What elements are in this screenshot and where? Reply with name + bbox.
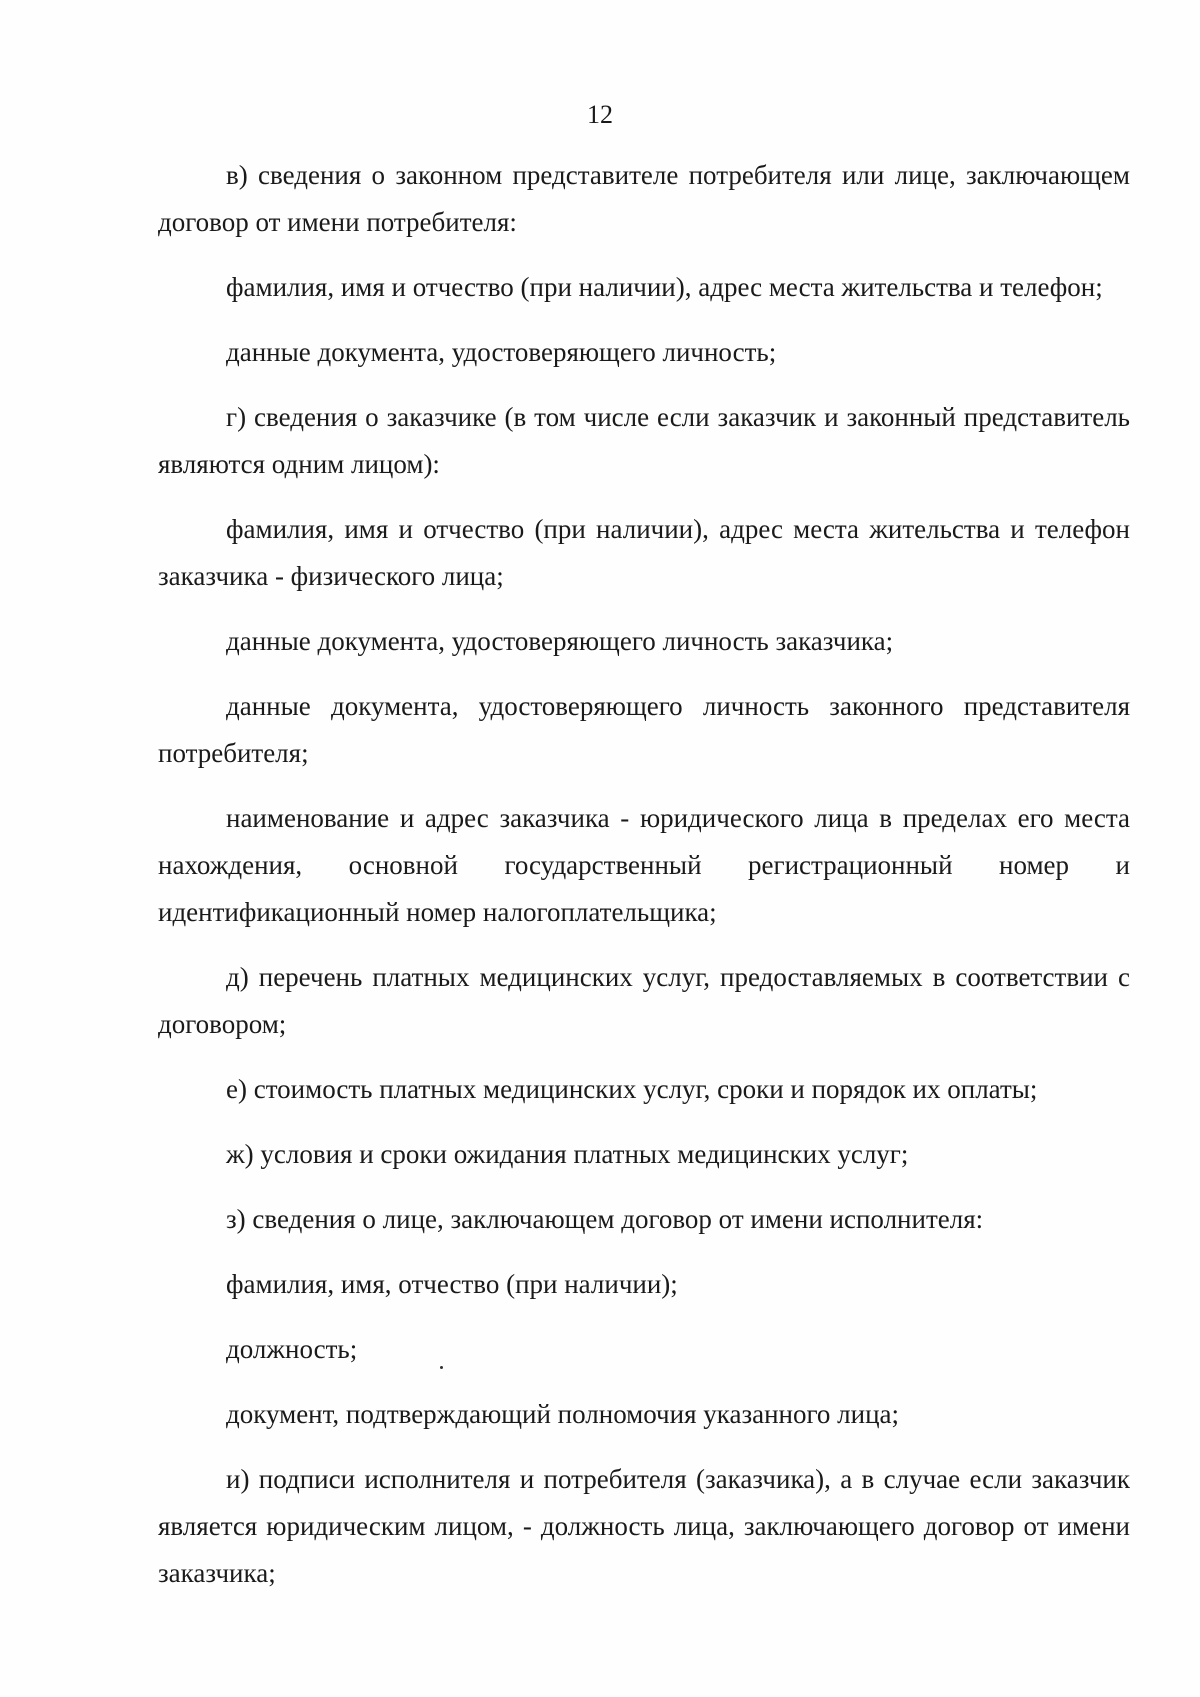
scan-speck (440, 1366, 443, 1369)
paragraph-customer-name-address: фамилия, имя и отчество (при наличии), адрес места жительства и телефон заказчика - физического лица; (158, 514, 1130, 591)
paragraph-v-legal-representative: в) сведения о законном представителе потребителя или лице, заключающем договор от имени потребителя: (158, 160, 1130, 237)
paragraph-legal-entity-customer: наименование и адрес заказчика - юридического лица в пределах его места нахождения, основной государственный регистрационный номер и идентификационный номер налогоплательщика; (158, 803, 1130, 927)
paragraph-i-signatures: и) подписи исполнителя и потребителя (заказчика), а в случае если заказчик является юридическим лицом, - должность лица, заключающего договор от имени заказчика; (158, 1464, 1130, 1588)
paragraph-z-executor-signatory: з) сведения о лице, заключающем договор от имени исполнителя: (226, 1204, 984, 1234)
paragraph-zh-waiting-terms: ж) условия и сроки ожидания платных медицинских услуг; (226, 1139, 909, 1169)
document-body (158, 152, 1130, 1615)
paragraph-representative-id-document: данные документа, удостоверяющего личность; (226, 337, 777, 367)
page-number: 12 (587, 100, 613, 129)
paragraph-e-cost-terms: е) стоимость платных медицинских услуг, сроки и порядок их оплаты; (226, 1074, 1038, 1104)
paragraph-authority-document: документ, подтверждающий полномочия указанного лица; (226, 1399, 900, 1429)
paragraph-g-customer-info: г) сведения о заказчике (в том числе если заказчик и законный представитель являются одним лицом): (158, 402, 1130, 479)
paragraph-representative-name-address: фамилия, имя и отчество (при наличии), адрес места жительства и телефон; (226, 272, 1103, 302)
paragraph-customer-id-document: данные документа, удостоверяющего личность заказчика; (226, 626, 894, 656)
paragraph-d-services-list: д) перечень платных медицинских услуг, предоставляемых в соответствии с договором; (158, 962, 1130, 1039)
paragraph-representative-id-data: данные документа, удостоверяющего личность законного представителя потребителя; (158, 691, 1130, 768)
paragraph-signatory-name: фамилия, имя, отчество (при наличии); (226, 1269, 678, 1299)
paragraph-signatory-position: должность; (226, 1334, 358, 1364)
